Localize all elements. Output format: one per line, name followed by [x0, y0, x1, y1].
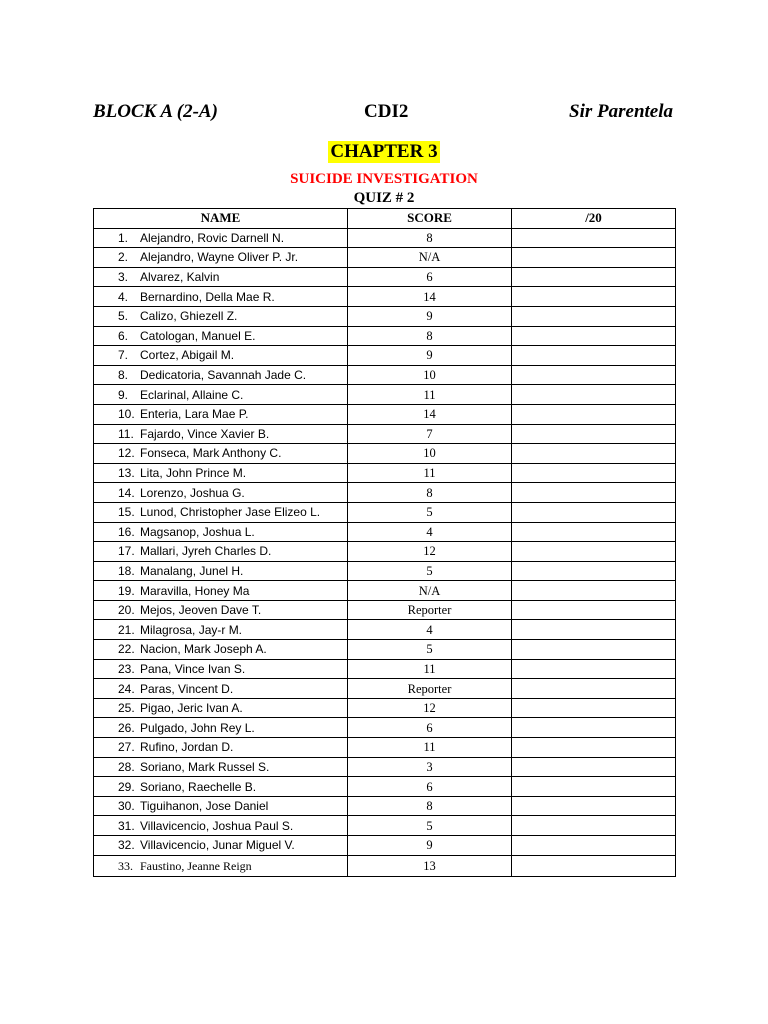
student-name-cell	[94, 561, 348, 581]
table-row	[94, 816, 676, 836]
student-name: Alejandro, Rovic Darnell N.	[140, 230, 285, 245]
row-number: 28.	[118, 759, 135, 774]
score-cell: 6	[348, 718, 512, 738]
student-name: Faustino, Jeanne Reign	[140, 858, 252, 873]
score-cell: 14	[348, 404, 512, 424]
row-number: 5.	[118, 309, 129, 324]
total-cell	[512, 248, 676, 268]
student-name-cell	[94, 385, 348, 405]
student-name: Nacion, Mark Joseph A.	[140, 642, 267, 657]
student-name: Bernardino, Della Mae R.	[140, 289, 275, 304]
table-row	[94, 836, 676, 856]
table-row	[94, 463, 676, 483]
score-cell: Reporter	[348, 600, 512, 620]
score-cell: 5	[348, 561, 512, 581]
table-body	[94, 228, 676, 876]
student-name-cell	[94, 718, 348, 738]
student-name: Lunod, Christopher Jase Elizeo L.	[140, 505, 321, 520]
table-row	[94, 581, 676, 601]
score-cell: 9	[348, 306, 512, 326]
student-name-cell	[94, 659, 348, 679]
total-cell	[512, 698, 676, 718]
row-number: 10.	[118, 407, 135, 422]
row-number: 24.	[118, 681, 135, 696]
score-cell: 6	[348, 267, 512, 287]
row-number: 8.	[118, 368, 129, 383]
student-name-cell	[94, 424, 348, 444]
topic-heading: SUICIDE INVESTIGATION	[290, 171, 478, 187]
student-name: Maravilla, Honey Ma	[140, 583, 250, 598]
table-header-row	[94, 209, 676, 229]
total-cell	[512, 385, 676, 405]
row-number: 11.	[118, 426, 134, 441]
row-number: 31.	[118, 818, 135, 833]
chapter-heading-wrap	[0, 141, 768, 163]
row-number: 30.	[118, 799, 135, 814]
score-cell: 10	[348, 365, 512, 385]
quiz-heading: QUIZ # 2	[353, 190, 415, 206]
total-cell	[512, 581, 676, 601]
row-number: 23.	[118, 661, 135, 676]
instructor-label: Sir Parentela	[569, 101, 673, 122]
document-header	[93, 101, 673, 127]
student-name-cell	[94, 581, 348, 601]
table-row	[94, 404, 676, 424]
total-cell	[512, 306, 676, 326]
table-row	[94, 267, 676, 287]
row-number: 20.	[118, 603, 135, 618]
row-number: 4.	[118, 289, 129, 304]
total-cell	[512, 855, 676, 876]
score-cell: 8	[348, 326, 512, 346]
student-name-cell	[94, 777, 348, 797]
total-cell	[512, 640, 676, 660]
student-name-cell	[94, 836, 348, 856]
row-number: 13.	[118, 466, 135, 481]
row-number: 9.	[118, 387, 129, 402]
student-name-cell	[94, 228, 348, 248]
table-row	[94, 326, 676, 346]
student-name: Alejandro, Wayne Oliver P. Jr.	[140, 250, 299, 265]
row-number: 6.	[118, 328, 129, 343]
row-number: 17.	[118, 544, 135, 559]
column-header-name: NAME	[94, 209, 348, 229]
row-number: 3.	[118, 270, 129, 285]
score-cell: 4	[348, 620, 512, 640]
row-number: 1.	[118, 230, 129, 245]
total-cell	[512, 267, 676, 287]
row-number: 27.	[118, 740, 135, 755]
table-row	[94, 444, 676, 464]
student-name: Catologan, Manuel E.	[140, 328, 256, 343]
total-cell	[512, 404, 676, 424]
score-cell: 11	[348, 659, 512, 679]
row-number: 32.	[118, 838, 135, 853]
total-cell	[512, 659, 676, 679]
table-row	[94, 248, 676, 268]
row-number: 18.	[118, 563, 135, 578]
row-number: 26.	[118, 720, 135, 735]
student-name-cell	[94, 346, 348, 366]
student-name-cell	[94, 757, 348, 777]
table-row	[94, 679, 676, 699]
student-name: Soriano, Raechelle B.	[140, 779, 257, 794]
student-name-cell	[94, 444, 348, 464]
total-cell	[512, 444, 676, 464]
student-name: Magsanop, Joshua L.	[140, 524, 255, 539]
row-number: 2.	[118, 250, 129, 265]
total-cell	[512, 561, 676, 581]
table-row	[94, 483, 676, 503]
total-cell	[512, 326, 676, 346]
score-cell: 5	[348, 816, 512, 836]
score-cell: 12	[348, 542, 512, 562]
student-name: Paras, Vincent D.	[140, 681, 234, 696]
total-cell	[512, 502, 676, 522]
total-cell	[512, 483, 676, 503]
total-cell	[512, 228, 676, 248]
subject-label: CDI2	[364, 101, 409, 122]
score-cell: 5	[348, 640, 512, 660]
row-number: 16.	[118, 524, 135, 539]
row-number: 22.	[118, 642, 135, 657]
column-header-total: /20	[512, 209, 676, 229]
student-name-cell	[94, 326, 348, 346]
student-name: Eclarinal, Allaine C.	[140, 387, 244, 402]
score-cell: 9	[348, 836, 512, 856]
total-cell	[512, 620, 676, 640]
row-number: 15.	[118, 505, 135, 520]
student-name: Lita, John Prince M.	[140, 466, 247, 481]
total-cell	[512, 718, 676, 738]
student-name: Fonseca, Mark Anthony C.	[140, 446, 282, 461]
table-row	[94, 600, 676, 620]
table-row	[94, 365, 676, 385]
student-name: Pulgado, John Rey L.	[140, 720, 255, 735]
student-name: Alvarez, Kalvin	[140, 270, 220, 285]
student-name-cell	[94, 365, 348, 385]
total-cell	[512, 365, 676, 385]
row-number: 14.	[118, 485, 135, 500]
student-name: Dedicatoria, Savannah Jade C.	[140, 368, 307, 383]
score-table	[93, 208, 676, 877]
student-name: Pana, Vince Ivan S.	[140, 661, 246, 676]
student-name-cell	[94, 502, 348, 522]
student-name: Villavicencio, Joshua Paul S.	[140, 818, 294, 833]
student-name-cell	[94, 522, 348, 542]
score-cell: 8	[348, 796, 512, 816]
student-name-cell	[94, 287, 348, 307]
table-row	[94, 659, 676, 679]
student-name: Enteria, Lara Mae P.	[140, 407, 249, 422]
score-cell: 4	[348, 522, 512, 542]
total-cell	[512, 600, 676, 620]
block-label: BLOCK A (2-A)	[93, 101, 218, 122]
student-name: Mallari, Jyreh Charles D.	[140, 544, 272, 559]
table-row	[94, 796, 676, 816]
student-name: Villavicencio, Junar Miguel V.	[140, 838, 295, 853]
score-cell: 8	[348, 228, 512, 248]
score-cell: Reporter	[348, 679, 512, 699]
student-name-cell	[94, 542, 348, 562]
table-row	[94, 620, 676, 640]
total-cell	[512, 463, 676, 483]
table-row	[94, 738, 676, 758]
student-name: Rufino, Jordan D.	[140, 740, 234, 755]
total-cell	[512, 757, 676, 777]
score-cell: 8	[348, 483, 512, 503]
total-cell	[512, 287, 676, 307]
student-name: Fajardo, Vince Xavier B.	[140, 426, 270, 441]
student-name-cell	[94, 463, 348, 483]
score-cell: 12	[348, 698, 512, 718]
table-row	[94, 306, 676, 326]
student-name-cell	[94, 816, 348, 836]
row-number: 29.	[118, 779, 135, 794]
student-name-cell	[94, 620, 348, 640]
score-cell: 13	[348, 855, 512, 876]
table-row	[94, 542, 676, 562]
score-cell: 3	[348, 757, 512, 777]
total-cell	[512, 816, 676, 836]
table-row	[94, 698, 676, 718]
student-name-cell	[94, 698, 348, 718]
total-cell	[512, 777, 676, 797]
student-name: Cortez, Abigail M.	[140, 348, 235, 363]
total-cell	[512, 796, 676, 816]
total-cell	[512, 522, 676, 542]
table-row	[94, 424, 676, 444]
column-header-score: SCORE	[348, 209, 512, 229]
student-name-cell	[94, 679, 348, 699]
table-row	[94, 287, 676, 307]
score-cell: 11	[348, 385, 512, 405]
student-name-cell	[94, 796, 348, 816]
score-cell: 10	[348, 444, 512, 464]
student-name: Manalang, Junel H.	[140, 563, 244, 578]
table-row	[94, 522, 676, 542]
table-row	[94, 346, 676, 366]
row-number: 12.	[118, 446, 135, 461]
student-name: Calizo, Ghiezell Z.	[140, 309, 238, 324]
table-row	[94, 228, 676, 248]
table-row	[94, 502, 676, 522]
student-name-cell	[94, 248, 348, 268]
table-row	[94, 777, 676, 797]
student-name-cell	[94, 855, 348, 876]
table-row	[94, 757, 676, 777]
table-row	[94, 855, 676, 876]
student-name: Mejos, Jeoven Dave T.	[140, 603, 262, 618]
total-cell	[512, 346, 676, 366]
table-row	[94, 385, 676, 405]
score-cell: 7	[348, 424, 512, 444]
score-cell: N/A	[348, 248, 512, 268]
score-cell: 14	[348, 287, 512, 307]
student-name-cell	[94, 600, 348, 620]
table-row	[94, 561, 676, 581]
score-cell: 9	[348, 346, 512, 366]
row-number: 19.	[118, 583, 135, 598]
score-cell: 5	[348, 502, 512, 522]
total-cell	[512, 542, 676, 562]
student-name: Lorenzo, Joshua G.	[140, 485, 245, 500]
student-name-cell	[94, 306, 348, 326]
row-number: 33.	[118, 858, 133, 873]
row-number: 7.	[118, 348, 129, 363]
student-name-cell	[94, 738, 348, 758]
student-name: Soriano, Mark Russel S.	[140, 759, 270, 774]
score-cell: 11	[348, 738, 512, 758]
student-name-cell	[94, 640, 348, 660]
table-row	[94, 718, 676, 738]
score-cell: N/A	[348, 581, 512, 601]
student-name-cell	[94, 267, 348, 287]
total-cell	[512, 836, 676, 856]
total-cell	[512, 679, 676, 699]
chapter-heading: CHAPTER 3	[330, 141, 438, 162]
student-name-cell	[94, 483, 348, 503]
total-cell	[512, 424, 676, 444]
student-name: Tiguihanon, Jose Daniel	[140, 799, 269, 814]
student-name-cell	[94, 404, 348, 424]
score-cell: 11	[348, 463, 512, 483]
total-cell	[512, 738, 676, 758]
student-name: Pigao, Jeric Ivan A.	[140, 701, 243, 716]
table-row	[94, 640, 676, 660]
row-number: 25.	[118, 701, 135, 716]
score-cell: 6	[348, 777, 512, 797]
row-number: 21.	[118, 622, 135, 637]
student-name: Milagrosa, Jay-r M.	[140, 622, 243, 637]
